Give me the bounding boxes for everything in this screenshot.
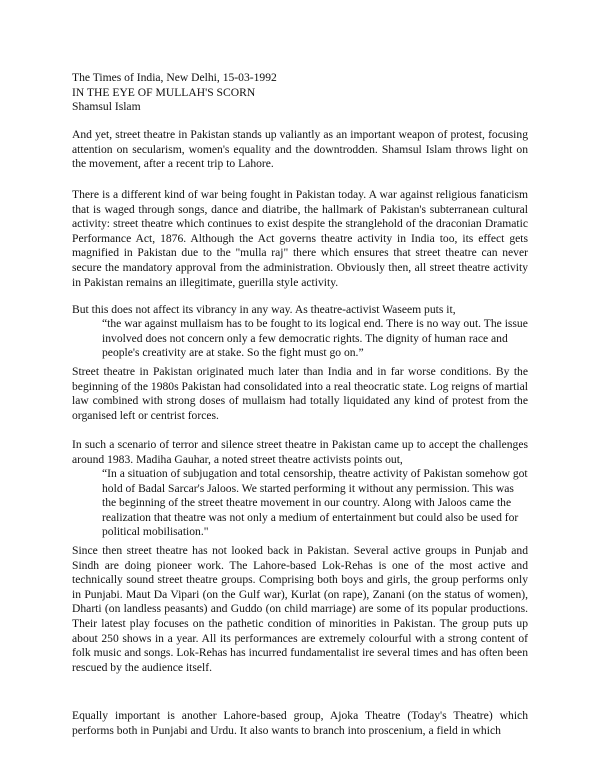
paragraph-2: But this does not affect its vibrancy in any way. As theatre-activist Waseem puts it, — [72, 303, 456, 316]
paragraph-1: There is a different kind of war being fought in Pakistan today. A war against religious fanaticism that is waged through songs, dance and diatribe, the hallmark of Pakistan's subterranean cultural activity: street theatre which continues to exist despite the stranglehold of the draconian Dramatic Performance Act, 1876. Although the Act governs theatre activity in India too, its effect gets magnified in Pakistan due to the "mulla raj" there which ensures that street theatre can never secure the mandatory approval from the administration. Obviously then, all street theatre activity in Pakistan remains an illegitimate, guerilla style activity. — [72, 188, 528, 289]
paragraph-5: Since then street theatre has not looked back in Pakistan. Several active groups in Punjab and Sindh are doing pioneer work. The Lahore-based Lok-Rehas is one of the most active and technically sound street theatre groups. Comprising both boys and girls, the group performs only in Punjabi. Maut Da Vipari (on the Gulf war), Kurlat (on rape), Zanani (on the status of women), Dharti (on landless peasants) and Guddo (on child marriage) are some of its popular productions. Their latest play focuses on the pathetic condition of minorities in Pakistan. The group puts up about 250 shows in a year. All its performances are extremely colourful with a strong content of folk music and songs. Lok-Rehas has incurred fundamentalist ire several times and has often been rescued by the audience itself. — [72, 544, 528, 674]
quote-waseem: “the war against mullaism has to be fought to its logical end. There is no way out. The issue involved does not concern only a few democratic rights. The dignity of human race and people's creativity are at stake. So the fight must go on.” — [102, 317, 528, 360]
intro-paragraph: And yet, street theatre in Pakistan stands up valiantly as an important weapon of protest, focusing attention on secularism, women's equality and the downtrodden. Shamsul Islam throws light on the movement, after a recent trip to Lahore. — [72, 128, 528, 171]
paragraph-3: Street theatre in Pakistan originated much later than India and in far worse conditions. By the beginning of the 1980s Pakistan had consolidated into a real theocratic state. Log reigns of martial law combined with strong doses of mullaism had totally liquidated any kind of protest from the organised left or centrist forces. — [72, 365, 528, 422]
paragraph-6: Equally important is another Lahore-based group, Ajoka Theatre (Today's Theatre) which performs both in Punjabi and Urdu. It also wants to branch into proscenium, a field in which — [72, 709, 528, 737]
author-name: Shamsul Islam — [72, 100, 141, 114]
source-line: The Times of India, New Delhi, 15-03-1992 — [72, 71, 277, 84]
article-title: IN THE EYE OF MULLAH'S SCORN — [72, 85, 256, 99]
article-header — [72, 71, 528, 115]
quote-madiha-gauhar: “In a situation of subjugation and total censorship, theatre activity of Pakistan somehow got hold of Badal Sarcar's Jaloos. We started performing it without any permission. This was the beginning of the street theatre movement in our country. Along with Jaloos came the realization that theatre was not only a medium of entertainment but could also be used for political mobilisation." — [102, 467, 528, 539]
paragraph-4: In such a scenario of terror and silence street theatre in Pakistan came up to accept the challenges around 1983. Madiha Gauhar, a noted street theatre activists points out, — [72, 438, 528, 466]
